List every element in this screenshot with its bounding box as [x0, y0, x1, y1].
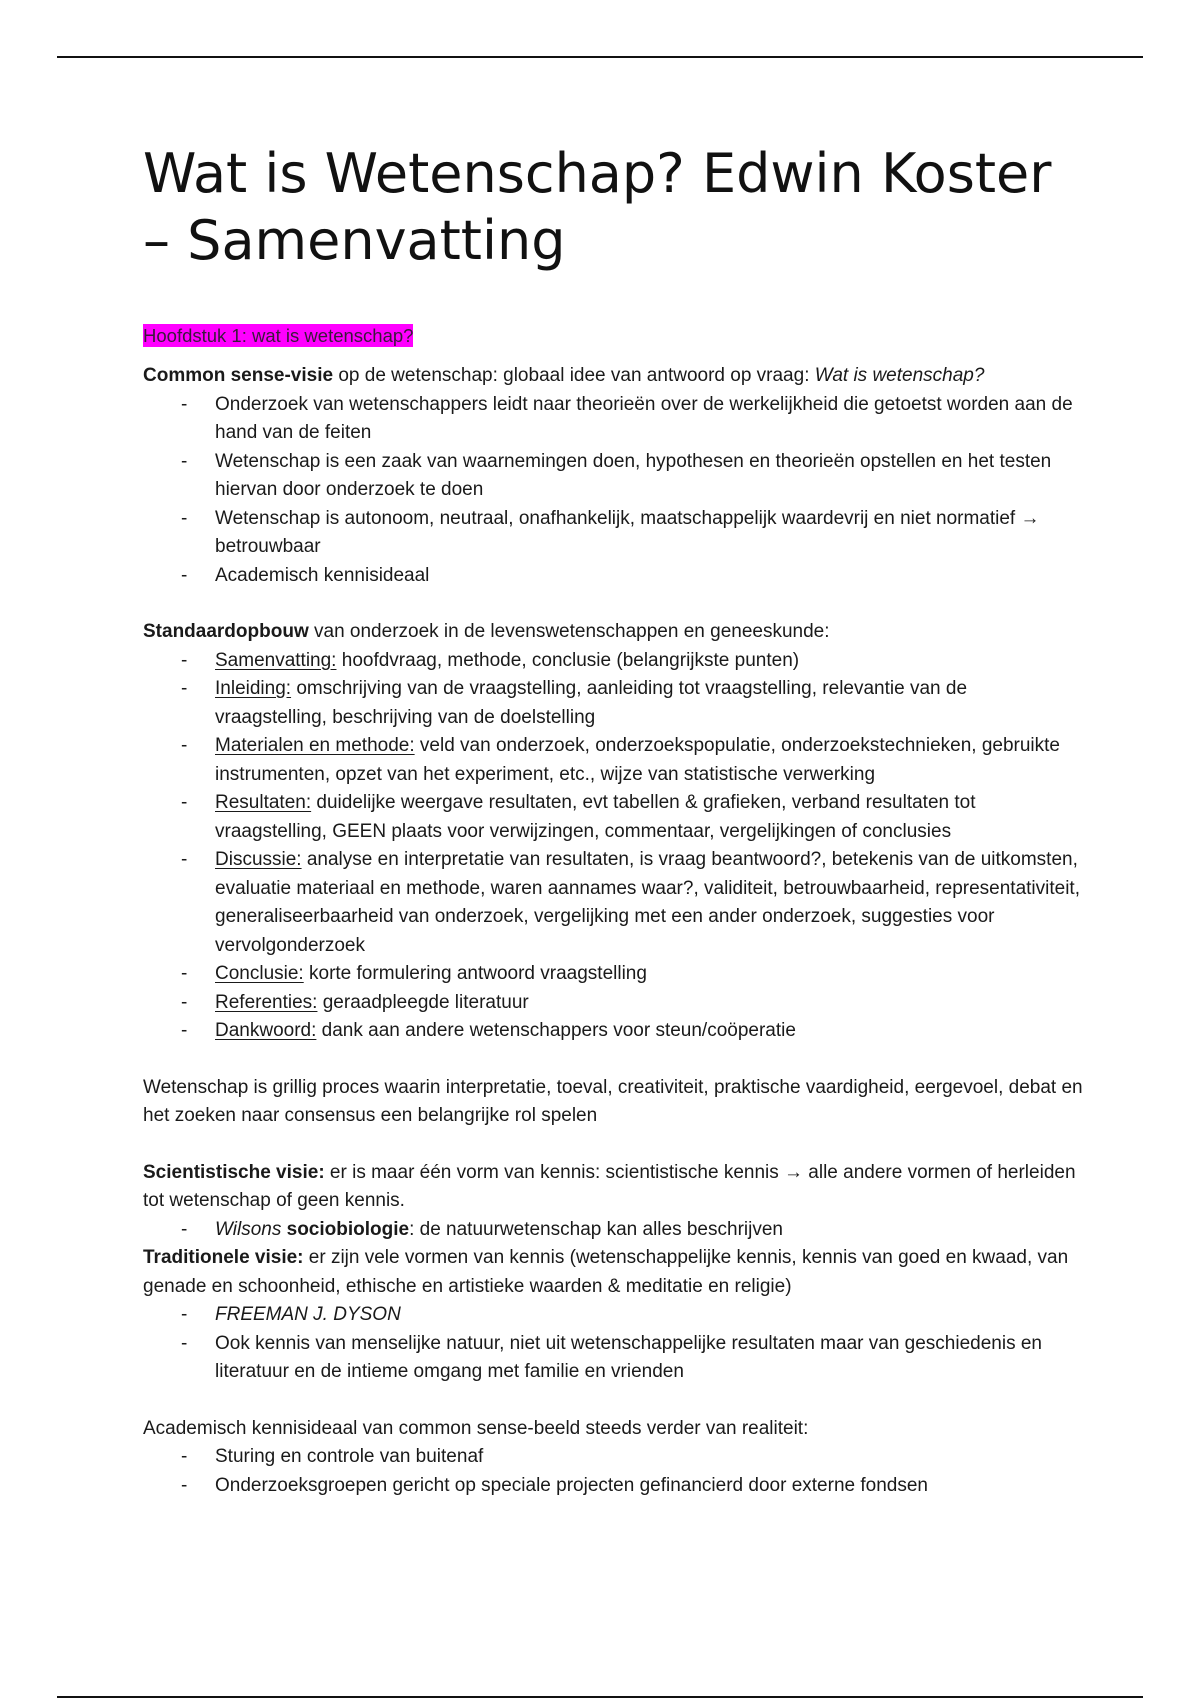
author-name: FREEMAN J. DYSON — [215, 1304, 401, 1325]
bottom-rule — [57, 1696, 1143, 1698]
list-item — [143, 647, 1083, 676]
document-title: Wat is Wetenschap? Edwin Koster – Samenvatting — [143, 142, 1052, 272]
section-term: Inleiding: — [215, 678, 292, 699]
section-text: korte formulering antwoord vraagstelling — [303, 963, 647, 984]
section-text: geraadpleegde literatuur — [317, 991, 529, 1013]
section-term: Referenties: — [215, 991, 318, 1013]
section-term: Dankwoord: — [215, 1020, 317, 1041]
list-item: - Onderzoek van wetenschappers leidt naar theorieën over de werkelijkheid die getoetst worden aan de hand van de feiten — [143, 391, 1083, 448]
list-item: - Sturing en controle van buitenaf — [143, 1443, 1083, 1472]
list-item — [143, 1216, 1083, 1245]
section-term: Resultaten: — [215, 792, 312, 813]
list-item: - Ook kennis van menselijke natuur, niet uit wetenschappelijke resultaten maar van geschiedenis en literatuur en de intieme omgang met familie en vrienden — [143, 1330, 1083, 1387]
traditioneel-term: Traditionele visie: — [143, 1247, 304, 1268]
common-sense-text: op de wetenschap: globaal idee van antwoord op vraag: — [333, 365, 815, 386]
section-text: analyse en interpretatie van resultaten, is vraag beantwoord?, betekenis van de uitkomsten, evaluatie materiaal en methode, waren aannames waar?, validiteit, betrouwbaarheid, representativiteit, generaliseerbaarheid van onderzoek, vergelijking met een ander onderzoek, suggesties voor vervolgonderzoek — [215, 849, 1080, 956]
list-item — [143, 732, 1083, 789]
list-item — [143, 989, 1083, 1018]
author-name: Wilsons — [215, 1218, 282, 1240]
common-sense-paragraph — [143, 362, 1083, 391]
section-term: Samenvatting: — [215, 649, 337, 671]
scientistisch-list — [143, 1216, 1083, 1245]
scientistisch-term: Scientistische visie: — [143, 1161, 325, 1183]
list-item — [143, 846, 1083, 960]
list-item: - Onderzoeksgroepen gericht op speciale projecten gefinancierd door externe fondsen — [143, 1472, 1083, 1501]
list-item: - Wetenschap is een zaak van waarnemingen doen, hypothesen en theorieën opstellen en het testen hiervan door onderzoek te doen — [143, 448, 1083, 505]
list-item: - Wetenschap is autonoom, neutraal, onafhankelijk, maatschappelijk waardevrij en niet normatief → betrouwbaar — [143, 505, 1083, 562]
standaard-term: Standaardopbouw — [143, 621, 309, 642]
chapter-heading — [143, 323, 1083, 349]
section-term: Discussie: — [215, 849, 302, 870]
standaard-list — [143, 647, 1083, 1046]
section-text: hoofdvraag, methode, conclusie (belangrijkste punten) — [336, 649, 800, 671]
common-sense-term: Common sense-visie — [143, 365, 334, 386]
sociobiologie-term: sociobiologie — [281, 1218, 410, 1240]
list-item — [143, 1017, 1083, 1046]
section-text: duidelijke weergave resultaten, evt tabellen & grafieken, verband resultaten tot vraagstelling, GEEN plaats voor verwijzingen, commentaar, vergelijkingen of conclusies — [215, 792, 976, 842]
sociobiologie-text: : de natuurwetenschap kan alles beschrijven — [409, 1218, 783, 1240]
section-term: Conclusie: — [215, 963, 304, 984]
list-item — [143, 960, 1083, 989]
traditioneel-list — [143, 1301, 1083, 1387]
list-item — [143, 789, 1083, 846]
section-text: veld van onderzoek, onderzoekspopulatie, onderzoekstechnieken, gebruikte instrumenten, opzet van het experiment, etc., wijze van statistische verwerking — [215, 735, 1060, 785]
chapter-heading-highlight: Hoofdstuk 1: wat is wetenschap? — [143, 325, 414, 346]
list-item — [143, 675, 1083, 732]
traditioneel-text: er zijn vele vormen van kennis (wetenschappelijke kennis, kennis van goed en kwaad, van genade en schoonheid, ethische en artistieke waarden & meditatie en religie) — [143, 1247, 1069, 1297]
standaard-text: van onderzoek in de levenswetenschappen en geneeskunde: — [308, 621, 830, 642]
top-rule — [57, 56, 1143, 58]
section-text: dank aan andere wetenschappers voor steun/coöperatie — [316, 1020, 796, 1041]
scientistisch-text: er is maar één vorm van kennis: scientistische kennis → alle andere vormen of herleiden tot wetenschap of geen kennis. — [143, 1161, 1076, 1211]
section-text: omschrijving van de vraagstelling, aanleiding tot vraagstelling, relevantie van de vraagstelling, beschrijving van de doelstelling — [215, 678, 968, 728]
standaard-paragraph — [143, 618, 1083, 647]
section-term: Materialen en methode: — [215, 735, 415, 756]
academisch-list — [143, 1443, 1083, 1500]
scientistisch-paragraph — [143, 1159, 1083, 1216]
traditioneel-paragraph — [143, 1244, 1083, 1301]
common-sense-question: Wat is wetenschap? — [814, 365, 985, 386]
list-item: - Academisch kennisideaal — [143, 562, 1083, 591]
grillig-paragraph: Wetenschap is grillig proces waarin interpretatie, toeval, creativiteit, praktische vaardigheid, eergevoel, debat en het zoeken naar consensus een belangrijke rol spelen — [143, 1076, 1083, 1126]
common-sense-list — [143, 391, 1083, 591]
document-body — [143, 140, 1083, 1500]
academisch-paragraph: Academisch kennisideaal van common sense-beeld steeds verder van realiteit: — [143, 1417, 809, 1439]
list-item — [143, 1301, 1083, 1330]
